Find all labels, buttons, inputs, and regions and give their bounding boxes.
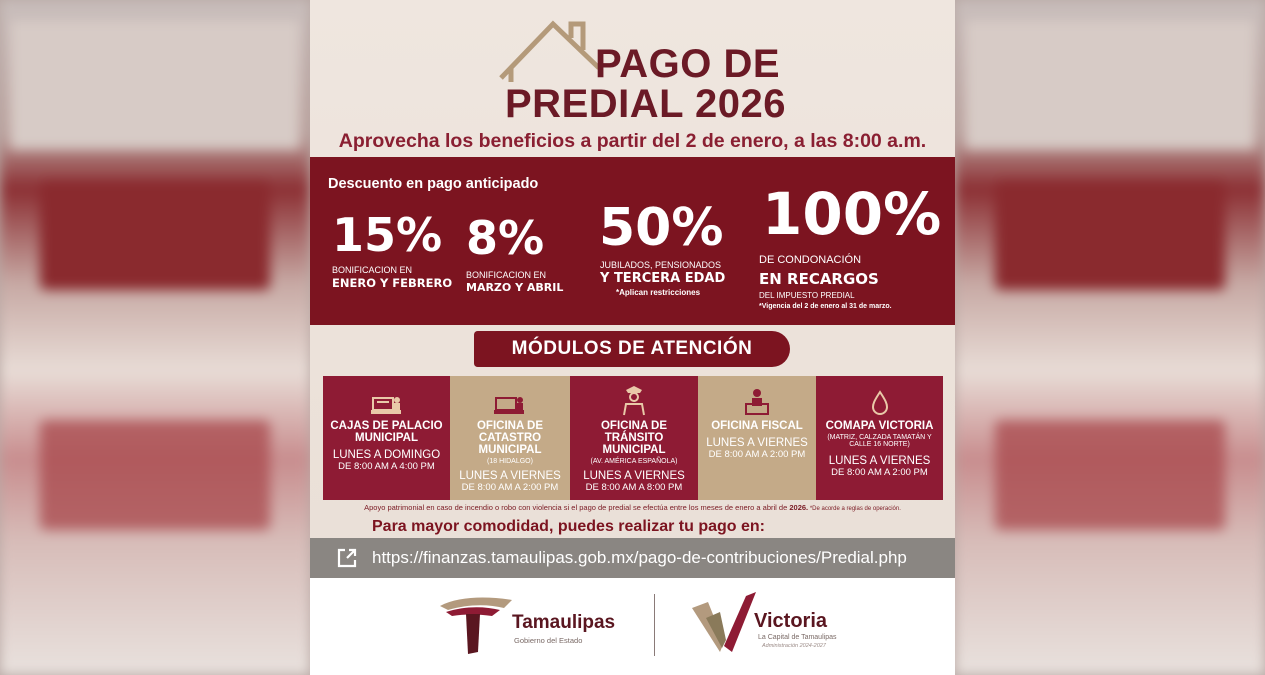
- module-hours: DE 8:00 AM A 2:00 PM: [831, 467, 928, 478]
- module-name: COMAPA VICTORIA: [825, 420, 934, 432]
- discount-8-line1: BONIFICACION EN: [466, 270, 547, 280]
- victoria-name: Victoria: [754, 610, 827, 632]
- module-name: CAJAS DE PALACIO MUNICIPAL: [330, 420, 443, 444]
- module-catastro: [450, 376, 570, 500]
- module-transito: [570, 376, 698, 500]
- discount-100-line3: DEL IMPUESTO PREDIAL: [759, 291, 855, 300]
- predial-poster: [310, 0, 955, 675]
- cash-register-icon: [323, 382, 450, 416]
- discount-15-line2: ENERO Y FEBRERO: [332, 276, 453, 290]
- discount-8-percent: 8%: [466, 211, 545, 265]
- module-hours: DE 8:00 AM A 2:00 PM: [708, 449, 806, 460]
- module-name: OFICINA DE TRÁNSITO MUNICIPAL: [600, 420, 668, 456]
- tamaulipas-subtitle: Gobierno del Estado: [514, 636, 583, 645]
- footnote-year: 2026.: [789, 503, 809, 512]
- logo-divider: [654, 594, 655, 656]
- traffic-officer-icon: [570, 382, 698, 416]
- discount-8-line2: MARZO Y ABRIL: [466, 281, 564, 294]
- module-note: (18 HIDALGO): [487, 458, 533, 465]
- payment-url-link[interactable]: https://finanzas.tamaulipas.gob.mx/pago-de-contribuciones/Predial.php: [372, 548, 907, 567]
- discount-15-line1: BONIFICACION EN: [332, 265, 413, 275]
- module-name: OFICINA DE CATASTRO MUNICIPAL: [476, 420, 544, 456]
- house-outline-icon: [495, 16, 605, 84]
- discount-50-percent: 50%: [599, 198, 724, 258]
- modules-heading: MÓDULOS DE ATENCIÓN: [474, 331, 790, 367]
- discount-100-line1: DE CONDONACIÓN: [759, 254, 862, 266]
- tamaulipas-name: Tamaulipas: [512, 612, 616, 633]
- footnote: [310, 503, 955, 512]
- module-days: LUNES A VIERNES: [828, 455, 931, 467]
- discount-50-line3: *Aplican restricciones: [616, 288, 701, 297]
- module-hours: DE 8:00 AM A 8:00 PM: [585, 482, 683, 493]
- module-hours: DE 8:00 AM A 4:00 PM: [338, 461, 435, 472]
- module-days: LUNES A VIERNES: [706, 437, 808, 449]
- logos-footer: [310, 578, 955, 675]
- discount-15-percent: 15%: [332, 208, 443, 262]
- payment-url-bar[interactable]: [310, 538, 955, 578]
- module-note: (MATRIZ, CALZADA TAMATÁN Y CALLE 16 NORTE): [827, 434, 932, 448]
- external-link-icon[interactable]: [336, 547, 358, 569]
- payment-prompt: Para mayor comodidad, puedes realizar tu pago en:: [372, 518, 765, 535]
- module-days: LUNES A VIERNES: [583, 470, 685, 482]
- discount-100-line4: *Vigencia del 2 de enero al 31 de marzo.: [759, 303, 892, 310]
- victoria-subtitle: La Capital de Tamaulipas: [758, 634, 837, 641]
- module-oficina-fiscal: [698, 376, 816, 500]
- module-name: OFICINA FISCAL: [711, 420, 803, 432]
- title-line-1: PAGO DE: [595, 42, 781, 86]
- module-days: LUNES A VIERNES: [459, 470, 561, 482]
- victoria-logo: [690, 590, 760, 656]
- blurred-background-left: [0, 0, 310, 675]
- title-line-2: PREDIAL 2026: [505, 82, 786, 126]
- desk-officer-icon: [698, 382, 816, 416]
- module-hours: DE 8:00 AM A 2:00 PM: [461, 482, 559, 493]
- modules-row: [323, 376, 943, 500]
- cashier-icon: [450, 382, 570, 416]
- tamaulipas-logo: [438, 592, 518, 656]
- module-palacio: [323, 376, 450, 500]
- water-drop-icon: [816, 382, 943, 416]
- module-days: LUNES A DOMINGO: [332, 449, 441, 461]
- discount-band: [310, 157, 955, 325]
- footnote-text: Apoyo patrimonial en caso de incendio o robo con violencia si el pago de predial se efectúa entre los meses de enero a abril de: [364, 503, 790, 512]
- discount-50-line1: JUBILADOS, PENSIONADOS: [600, 260, 722, 270]
- discount-50-line2: Y TERCERA EDAD: [600, 271, 726, 286]
- footnote-note: *De acorde a reglas de operación.: [808, 506, 901, 512]
- discount-heading: Descuento en pago anticipado: [328, 176, 539, 192]
- blurred-background-right: [955, 0, 1265, 675]
- victoria-administration: Administración 2024-2027: [762, 643, 826, 649]
- subtitle: Aprovecha los beneficios a partir del 2 de enero, a las 8:00 a.m.: [338, 130, 927, 152]
- discount-100-percent: 100%: [762, 180, 942, 248]
- module-note: (AV. AMÉRICA ESPAÑOLA): [590, 458, 678, 465]
- module-comapa: [816, 376, 943, 500]
- discount-100-line2: EN RECARGOS: [759, 270, 879, 288]
